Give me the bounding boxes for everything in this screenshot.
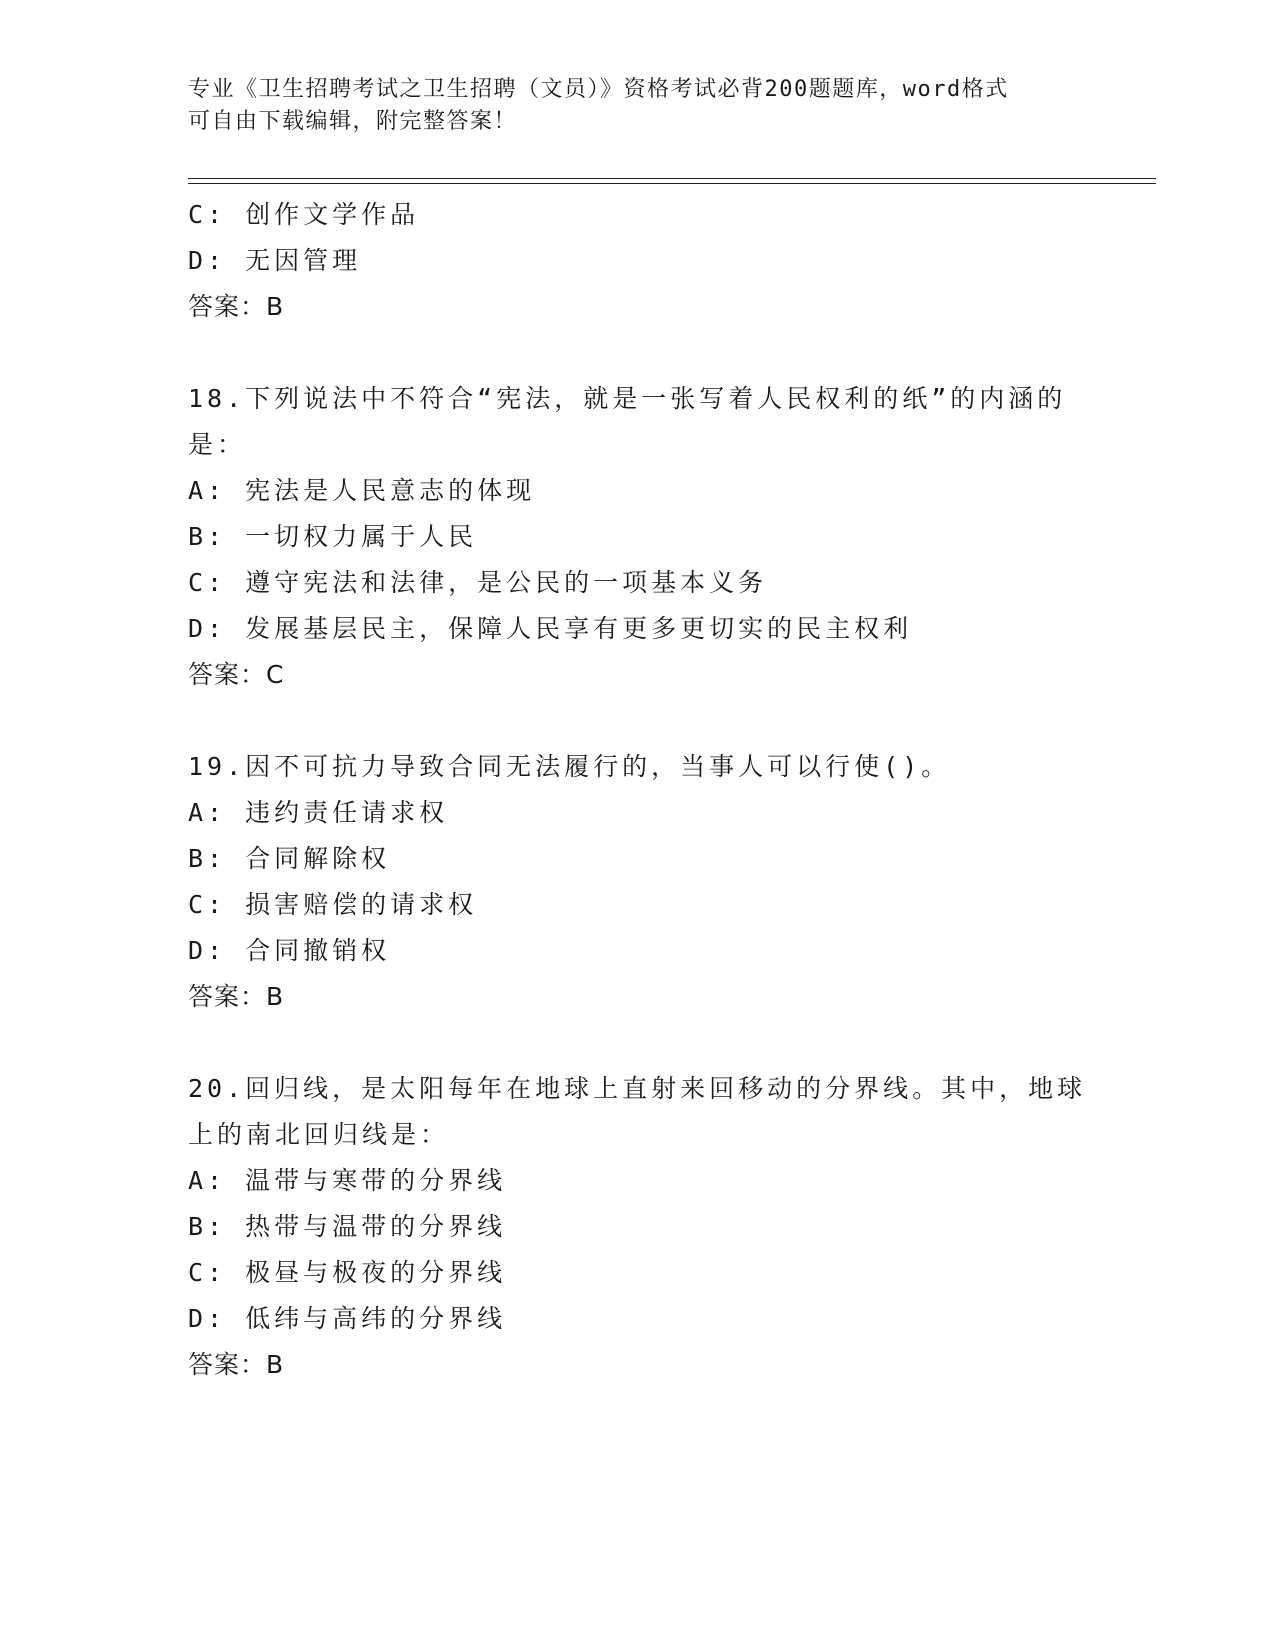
option-d: D: 发展基层民主，保障人民享有更多更切实的民主权利 xyxy=(188,614,913,643)
document-header xyxy=(188,74,1088,138)
option-c: C: 损害赔偿的请求权 xyxy=(188,890,478,919)
answer-line: 答案：B xyxy=(188,292,285,321)
question-list xyxy=(188,192,1088,1388)
header-divider-bottom xyxy=(188,183,1156,184)
option-b: B: 热带与温带的分界线 xyxy=(188,1212,507,1241)
question-stem-line-1: 19.因不可抗力导致合同无法履行的，当事人可以行使()。 xyxy=(188,752,951,781)
question-19 xyxy=(188,744,1088,1020)
option-c: C: 遵守宪法和法律，是公民的一项基本义务 xyxy=(188,568,768,597)
option-c: C: 创作文学作品 xyxy=(188,200,420,229)
question-stem-line-1: 20.回归线，是太阳每年在地球上直射来回移动的分界线。其中，地球 xyxy=(188,1074,1087,1103)
answer-line: 答案：B xyxy=(188,1350,285,1379)
answer-line: 答案：C xyxy=(188,660,285,689)
spacer xyxy=(188,330,1088,376)
option-d: D: 无因管理 xyxy=(188,246,362,275)
question-stem-line-2: 上的南北回归线是： xyxy=(188,1120,450,1149)
question-stem-line-2: 是： xyxy=(188,430,247,459)
option-d: D: 合同撤销权 xyxy=(188,936,391,965)
header-title-line-1: 专业《卫生招聘考试之卫生招聘（文员）》资格考试必背200题题库，word格式 xyxy=(188,77,1009,102)
question-stem-line-1: 18.下列说法中不符合“宪法，就是一张写着人民权利的纸”的内涵的 xyxy=(188,384,1067,413)
question-20 xyxy=(188,1066,1088,1388)
option-b: B: 一切权力属于人民 xyxy=(188,522,478,551)
option-b: B: 合同解除权 xyxy=(188,844,391,873)
option-a: A: 违约责任请求权 xyxy=(188,798,449,827)
answer-line: 答案：B xyxy=(188,982,285,1011)
option-d: D: 低纬与高纬的分界线 xyxy=(188,1304,507,1333)
header-divider-top xyxy=(188,178,1156,179)
option-a: A: 温带与寒带的分界线 xyxy=(188,1166,507,1195)
spacer xyxy=(188,1020,1088,1066)
continued-question xyxy=(188,192,1088,330)
spacer xyxy=(188,698,1088,744)
option-c: C: 极昼与极夜的分界线 xyxy=(188,1258,507,1287)
header-title-line-2: 可自由下载编辑，附完整答案！ xyxy=(188,109,518,134)
option-a: A: 宪法是人民意志的体现 xyxy=(188,476,536,505)
question-18 xyxy=(188,376,1088,698)
